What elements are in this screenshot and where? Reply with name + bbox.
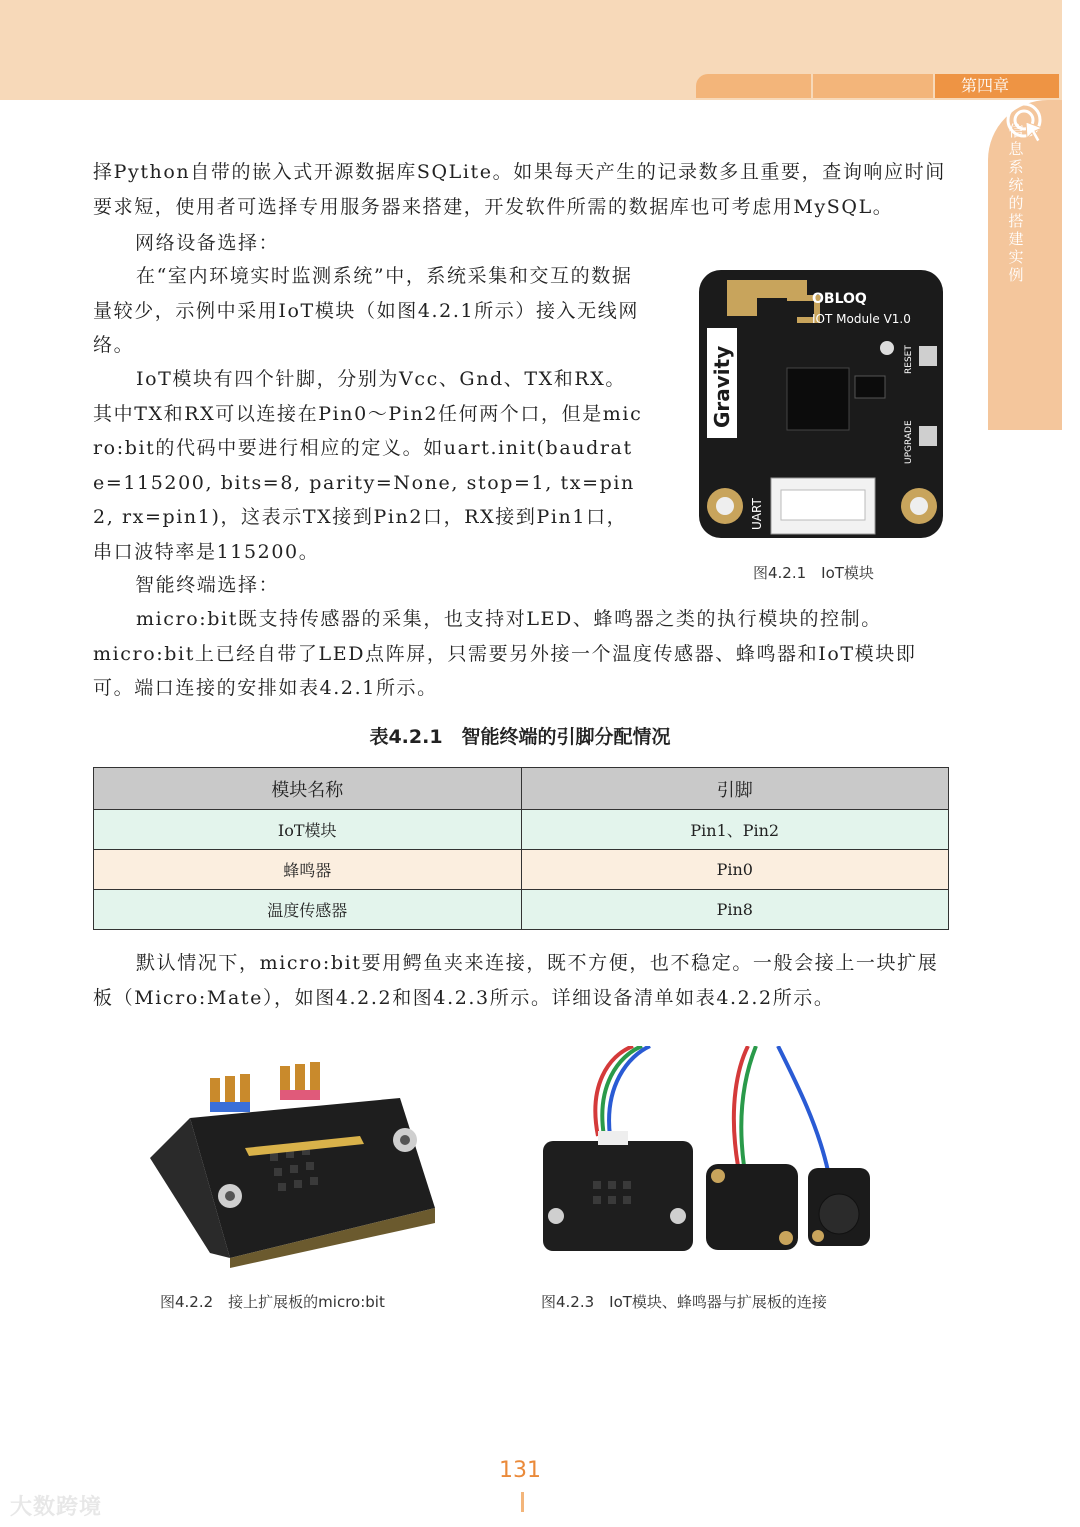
connection-photo (538, 1046, 880, 1258)
page-mark (521, 1492, 524, 1512)
column-header: 引脚 (521, 768, 949, 810)
table-title: 表4.2.1 智能终端的引脚分配情况 (369, 726, 671, 748)
table-cell: Pin1、Pin2 (521, 810, 949, 850)
table-cell: 温度传感器 (94, 890, 522, 930)
iot-module-photo (697, 268, 945, 540)
heading-network-device: 网络设备选择： (135, 232, 280, 254)
board-label-uart: UART (750, 498, 764, 530)
board-label-version: IOT Module V1.0 (812, 312, 911, 326)
board-label-obloq: OBLOQ (812, 291, 867, 307)
table-cell: Pin0 (521, 850, 949, 890)
header-tab-decor (813, 74, 933, 98)
paragraph-expansion-board: 默认情况下，micro:bit要用鳄鱼夹来连接，既不方便，也不稳定。一般会接上一块扩展板（Micro:Mate），如图4.2.2和图4.2.3所示。详细设备清单如表4.2.2所示。 (93, 952, 939, 1009)
board-label-gravity: Gravity (710, 345, 734, 428)
table-cell: 蜂鸣器 (94, 850, 522, 890)
page-number: 131 (499, 1458, 541, 1483)
side-section-label: 信息系统的搭建实例 (1008, 122, 1024, 284)
table-row (94, 850, 949, 890)
header-tab-decor (696, 74, 811, 98)
table-cell: Pin8 (521, 890, 949, 930)
paragraph-iot-pins: IoT模块有四个针脚，分别为Vcc、Gnd、TX和RX。其中TX和RX可以连接在Pin0～Pin2任何两个口，但是micro:bit的代码中要进行相应的定义。如uart.init(baudrate=115200, bits=8, parity=None, stop=1, tx=pin2, rx=pin1)，这表示TX接到Pin2口，RX接到Pin1口，串口波特率是115200。 (93, 368, 643, 563)
table-row (94, 810, 949, 850)
table-header-row (94, 768, 949, 810)
column-header: 模块名称 (94, 768, 522, 810)
paragraph-database: 择Python自带的嵌入式开源数据库SQLite。如果每天产生的记录数多且重要，查询响应时间要求短，使用者可选择专用服务器来搭建，开发软件所需的数据库也可考虑用MySQL。 (93, 161, 946, 218)
figure-caption-expansion: 图4.2.2 接上扩展板的micro:bit (160, 1293, 385, 1311)
figure-caption-iot: 图4.2.1 IoT模块 (753, 564, 874, 582)
paragraph-network: 在“室内环境实时监测系统”中，系统采集和交互的数据量较少，示例中采用IoT模块（如图4.2.1所示）接入无线网络。 (93, 265, 639, 356)
pin-assignment-table (93, 767, 949, 930)
table-row (94, 890, 949, 930)
heading-smart-terminal: 智能终端选择： (135, 574, 280, 596)
table-cell: IoT模块 (94, 810, 522, 850)
watermark-text: 大数跨境 (10, 1495, 103, 1520)
paragraph-terminal: micro:bit既支持传感器的采集，也支持对LED、蜂鸣器之类的执行模块的控制。micro:bit上已经自带了LED点阵屏，只需要另外接一个温度传感器、蜂鸣器和IoT模块即可。端口连接的安排如表4.2.1所示。 (93, 608, 917, 699)
chapter-label: 第四章 (935, 74, 1059, 98)
board-label-reset: RESET (904, 345, 914, 374)
figure-caption-connection: 图4.2.3 IoT模块、蜂鸣器与扩展板的连接 (541, 1293, 827, 1311)
expansion-board-photo (150, 1058, 440, 1268)
board-label-upgrade: UPGRADE (904, 420, 914, 464)
